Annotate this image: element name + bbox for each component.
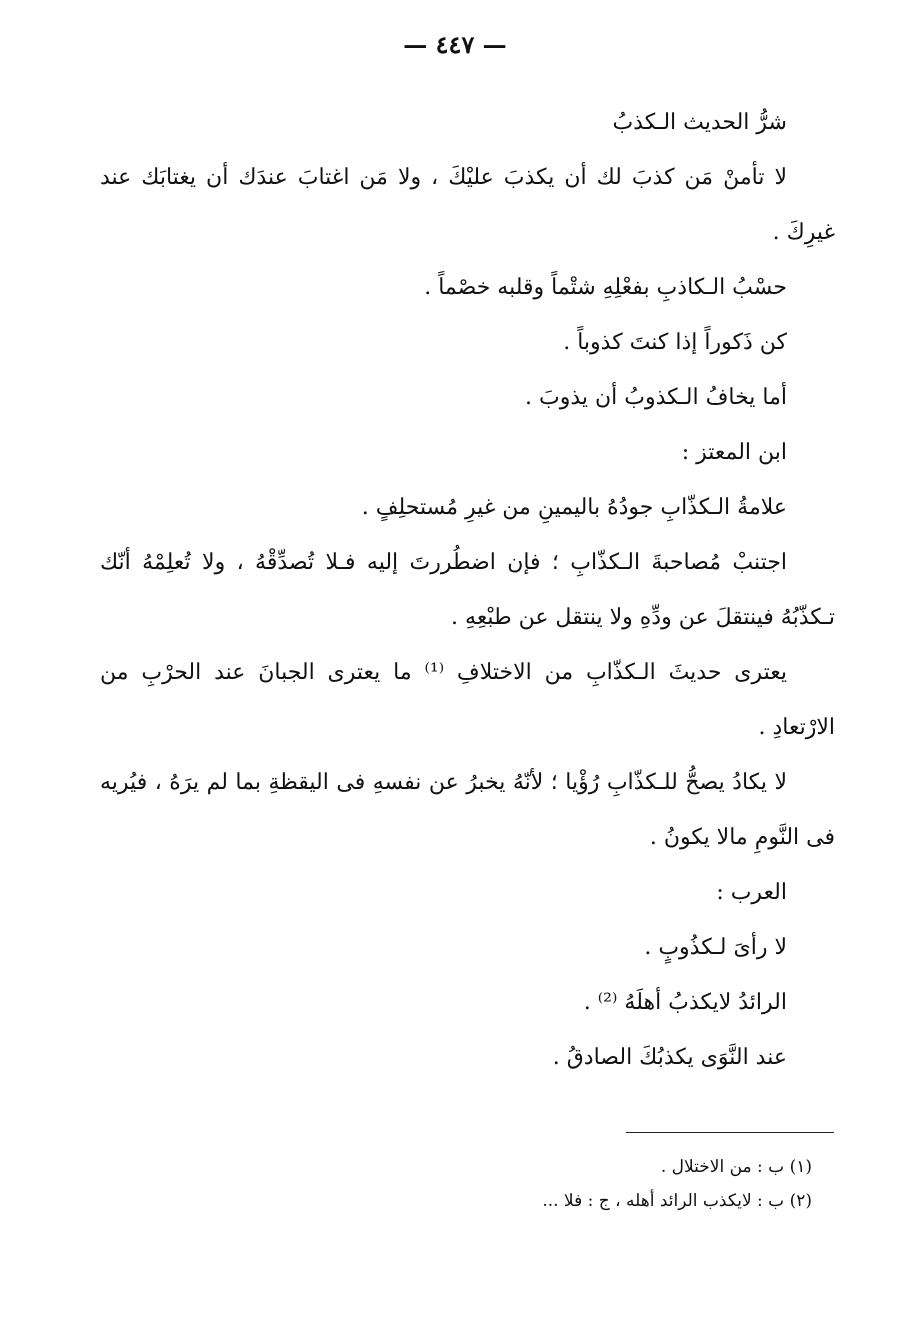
text-line: علامةُ الـكذّابِ جودُهُ باليمينِ من غيرِ مُستحلِفٍ . (361, 495, 787, 520)
text-line: يعترى حديثَ الـكذّابِ من الاختلافِ ⁽¹⁾ ما يعترى الجبانَ عند الحرْبِ من (100, 660, 788, 685)
text-line: لا تأمنْ مَن كذبَ لك أن يكذبَ عليْكَ ، ولا مَن اغتابَ عندَك أن يغتابَك عند (100, 165, 787, 190)
main-text (100, 95, 835, 1085)
text-line: الرائدُ لايكذبُ أهلَهُ ⁽²⁾ . (583, 990, 787, 1015)
page-number: — ٤٤٧ — (403, 30, 507, 59)
text-line: أما يخافُ الـكذوبُ أن يذوبَ . (525, 385, 787, 410)
text-line: الارْتعادِ . (758, 715, 835, 740)
text-line: لا رأىَ لـكذُوبٍ . (644, 935, 787, 960)
text-line: شرُّ الحديث الـكذبُ (612, 110, 787, 135)
text-line: فى النَّومِ مالا يكونُ . (649, 825, 835, 850)
text-line: ابن المعتز : (681, 440, 787, 465)
text-line: عند النَّوَى يكذبُكَ الصادقُ . (552, 1045, 787, 1070)
footnote: (١) ب : من الاختلال . (660, 1157, 812, 1177)
text-line: العرب : (716, 880, 787, 905)
footnote-separator (626, 1132, 834, 1133)
text-line: اجتنبْ مُصاحبةَ الـكذّابِ ؛ فإن اضطُررتَ إليه فـلا تُصدِّقْهُ ، ولا تُعلِمْهُ أنّك (100, 550, 787, 575)
footnotes (300, 1150, 812, 1218)
text-line: حسْبُ الـكاذبِ بفعْلِهِ شتْماً وقلبه خصْماً . (424, 275, 787, 300)
text-line: تـكذّبُهُ فينتقلَ عن ودِّهِ ولا ينتقل عن طبْعِهِ . (451, 605, 835, 630)
text-line: لا يكادُ يصحُّ للـكذّابِ رُؤْيا ؛ لأنّهُ يخبرُ عن نفسهِ فى اليقظةِ بما لم يرَهُ ، فيُريه (100, 770, 787, 795)
text-line: غيرِكَ . (772, 220, 835, 245)
footnote: (٢) ب : لايكذب الرائد أهله ، ج : فلا ... (542, 1191, 812, 1211)
text-line: كن ذَكوراً إذا كنتَ كذوباً . (563, 330, 787, 355)
